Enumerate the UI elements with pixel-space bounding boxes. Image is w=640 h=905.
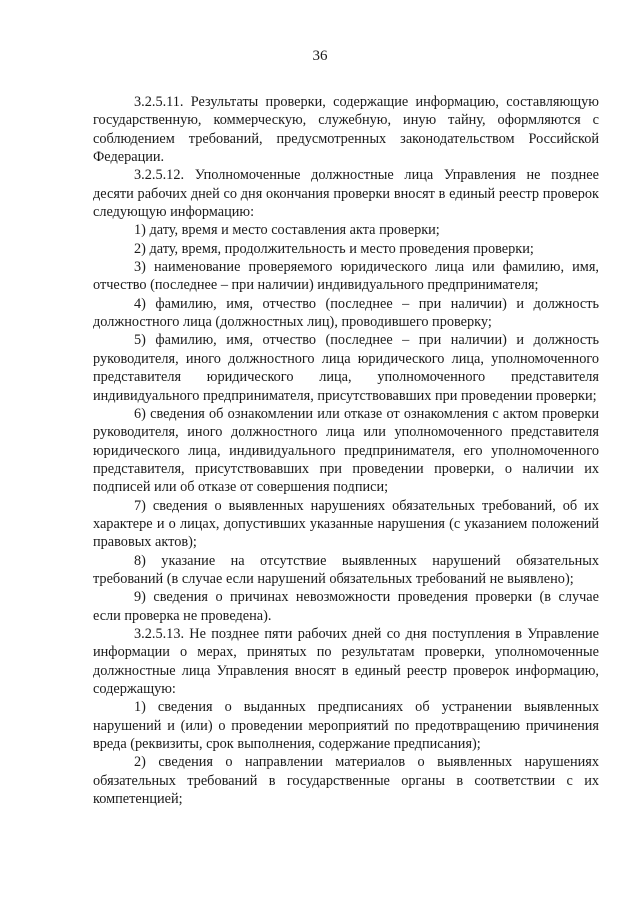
paragraph-3-2-5-13: 3.2.5.13. Не позднее пяти рабочих дней со дня поступления в Управление информации о мерах, принятых по результатам проверки, уполномоченные должностные лица Управления вносят в единый реестр проверок информацию, содержащую: (93, 625, 599, 697)
list-item: 2) дату, время, продолжительность и место проведения проверки; (134, 240, 534, 257)
list-item: 1) сведения о выданных предписаниях об устранении выявленных нарушений и (или) о проведении мероприятий по предотвращению причинения вреда (реквизиты, срок выполнения, содержание предписания); (93, 699, 599, 753)
list-item: 7) сведения о выявленных нарушениях обязательных требований, об их характере и о лицах, допустивших указанные нарушения (с указанием положений правовых актов); (93, 497, 599, 551)
list-item: 1) дату, время и место составления акта проверки; (134, 222, 440, 239)
paragraph-3-2-5-12: 3.2.5.12. Уполномоченные должностные лица Управления не позднее десяти рабочих дней со дня окончания проверки вносят в единый реестр проверок следующую информацию: (93, 167, 599, 221)
list-item: 9) сведения о причинах невозможности проведения проверки (в случае если проверка не проведена). (93, 589, 599, 624)
page-number: 36 (312, 48, 328, 64)
list-item: 6) сведения об ознакомлении или отказе от ознакомления с актом проверки руководителя, иного должностного лица или уполномоченного представителя юридического лица, индивидуального предпринимателя, его уполномоченного представителя, присутствовавших при проведении проверки, о наличии их подписей или об отказе от совершения подписи; (93, 405, 599, 496)
list-item: 3) наименование проверяемого юридического лица или фамилию, имя, отчество (последнее – при наличии) индивидуального предпринимателя; (93, 259, 599, 294)
document-body (93, 93, 599, 808)
paragraph-3-2-5-11: 3.2.5.11. Результаты проверки, содержащие информацию, составляющую государственную, коммерческую, служебную, иную тайну, оформляются с соблюдением требований, предусмотренных законодательством Российской Федерации. (93, 94, 599, 166)
list-item: 5) фамилию, имя, отчество (последнее – при наличии) и должность руководителя, иного должностного лица юридического лица, уполномоченного представителя юридического лица, уполномоченного представителя индивидуального предпринимателя, присутствовавших при проведении проверки; (93, 332, 599, 404)
list-item: 8) указание на отсутствие выявленных нарушений обязательных требований (в случае если нарушений обязательных требований не выявлено); (93, 552, 599, 587)
list-item: 4) фамилию, имя, отчество (последнее – при наличии) и должность должностного лица (должностных лиц), проводившего проверку; (93, 295, 599, 331)
list-item: 2) сведения о направлении материалов о выявленных нарушениях обязательных требований в государственные органы в соответствии с их компетенцией; (93, 754, 599, 808)
